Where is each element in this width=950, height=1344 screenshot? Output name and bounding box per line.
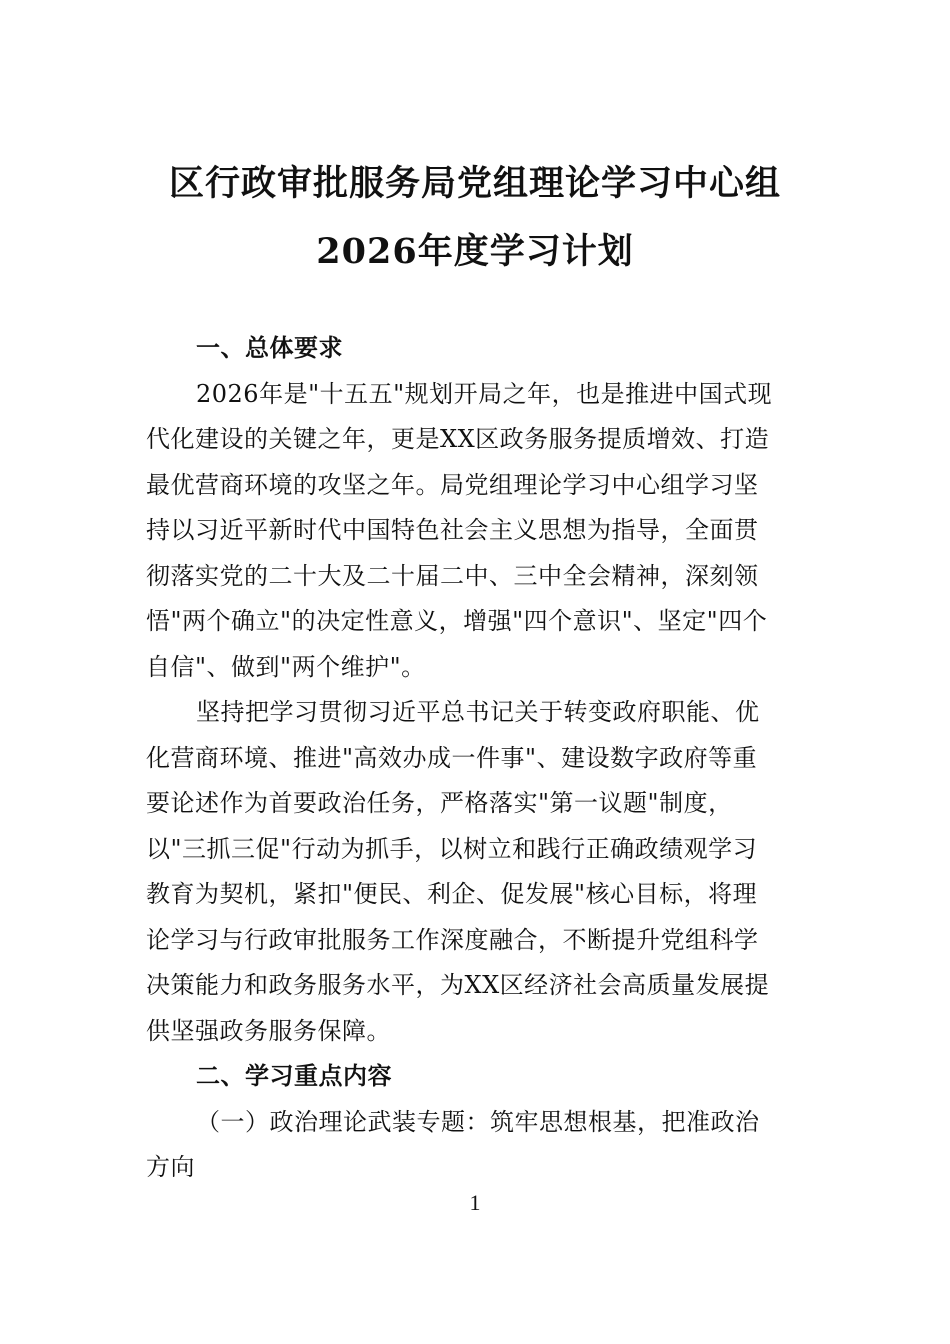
document-title-line2: 2026年度学习计划	[316, 231, 634, 272]
paragraph-line: 悟"两个确立"的决定性意义，增强"四个意识"、坚定"四个	[146, 607, 768, 635]
paragraph-overall-1	[146, 372, 796, 691]
paragraph-line: 持以习近平新时代中国特色社会主义思想为指导，全面贯	[146, 516, 759, 544]
subheading-political-theory	[146, 1100, 796, 1191]
section-heading-key-content: 二、学习重点内容	[196, 1062, 392, 1090]
paragraph-line: 决策能力和政务服务水平，为XX区经济社会高质量发展提	[146, 971, 770, 999]
paragraph-line: 彻落实党的二十大及二十届二中、三中全会精神，深刻领	[146, 561, 759, 590]
paragraph-line: 2026年是"十五五"规划开局之年，也是推进中国式现	[196, 379, 773, 408]
paragraph-line: 代化建设的关键之年，更是XX区政务服务提质增效、打造	[146, 425, 770, 453]
section-heading-overall-requirements: 一、总体要求	[196, 334, 343, 362]
paragraph-line: 坚持把学习贯彻习近平总书记关于转变政府职能、优	[196, 698, 760, 726]
document-body	[146, 326, 796, 1191]
paragraph-line: 要论述作为首要政治任务，严格落实"第一议题"制度，	[146, 789, 733, 817]
paragraph-line: 自信"、做到"两个维护"。	[146, 652, 426, 681]
paragraph-line: 以"三抓三促"行动为抓手，以树立和践行正确政绩观学习	[146, 834, 758, 863]
subheading-line: （一）政治理论武装专题：筑牢思想根基，把准政治	[196, 1107, 760, 1136]
paragraph-line: 供坚强政务服务保障。	[146, 1016, 391, 1045]
subheading-line: 方向	[146, 1153, 195, 1181]
paragraph-overall-2	[146, 690, 796, 1054]
document-title-line1: 区行政审批服务局党组理论学习中心组	[168, 163, 781, 204]
paragraph-line: 论学习与行政审批服务工作深度融合，不断提升党组科学	[146, 925, 759, 954]
paragraph-line: 化营商环境、推进"高效办成一件事"、建设数字政府等重	[146, 743, 758, 772]
paragraph-line: 最优营商环境的攻坚之年。局党组理论学习中心组学习坚	[146, 470, 759, 499]
paragraph-line: 教育为契机，紧扣"便民、利企、促发展"核心目标，将理	[146, 880, 758, 908]
page-number: 1	[469, 1190, 481, 1215]
